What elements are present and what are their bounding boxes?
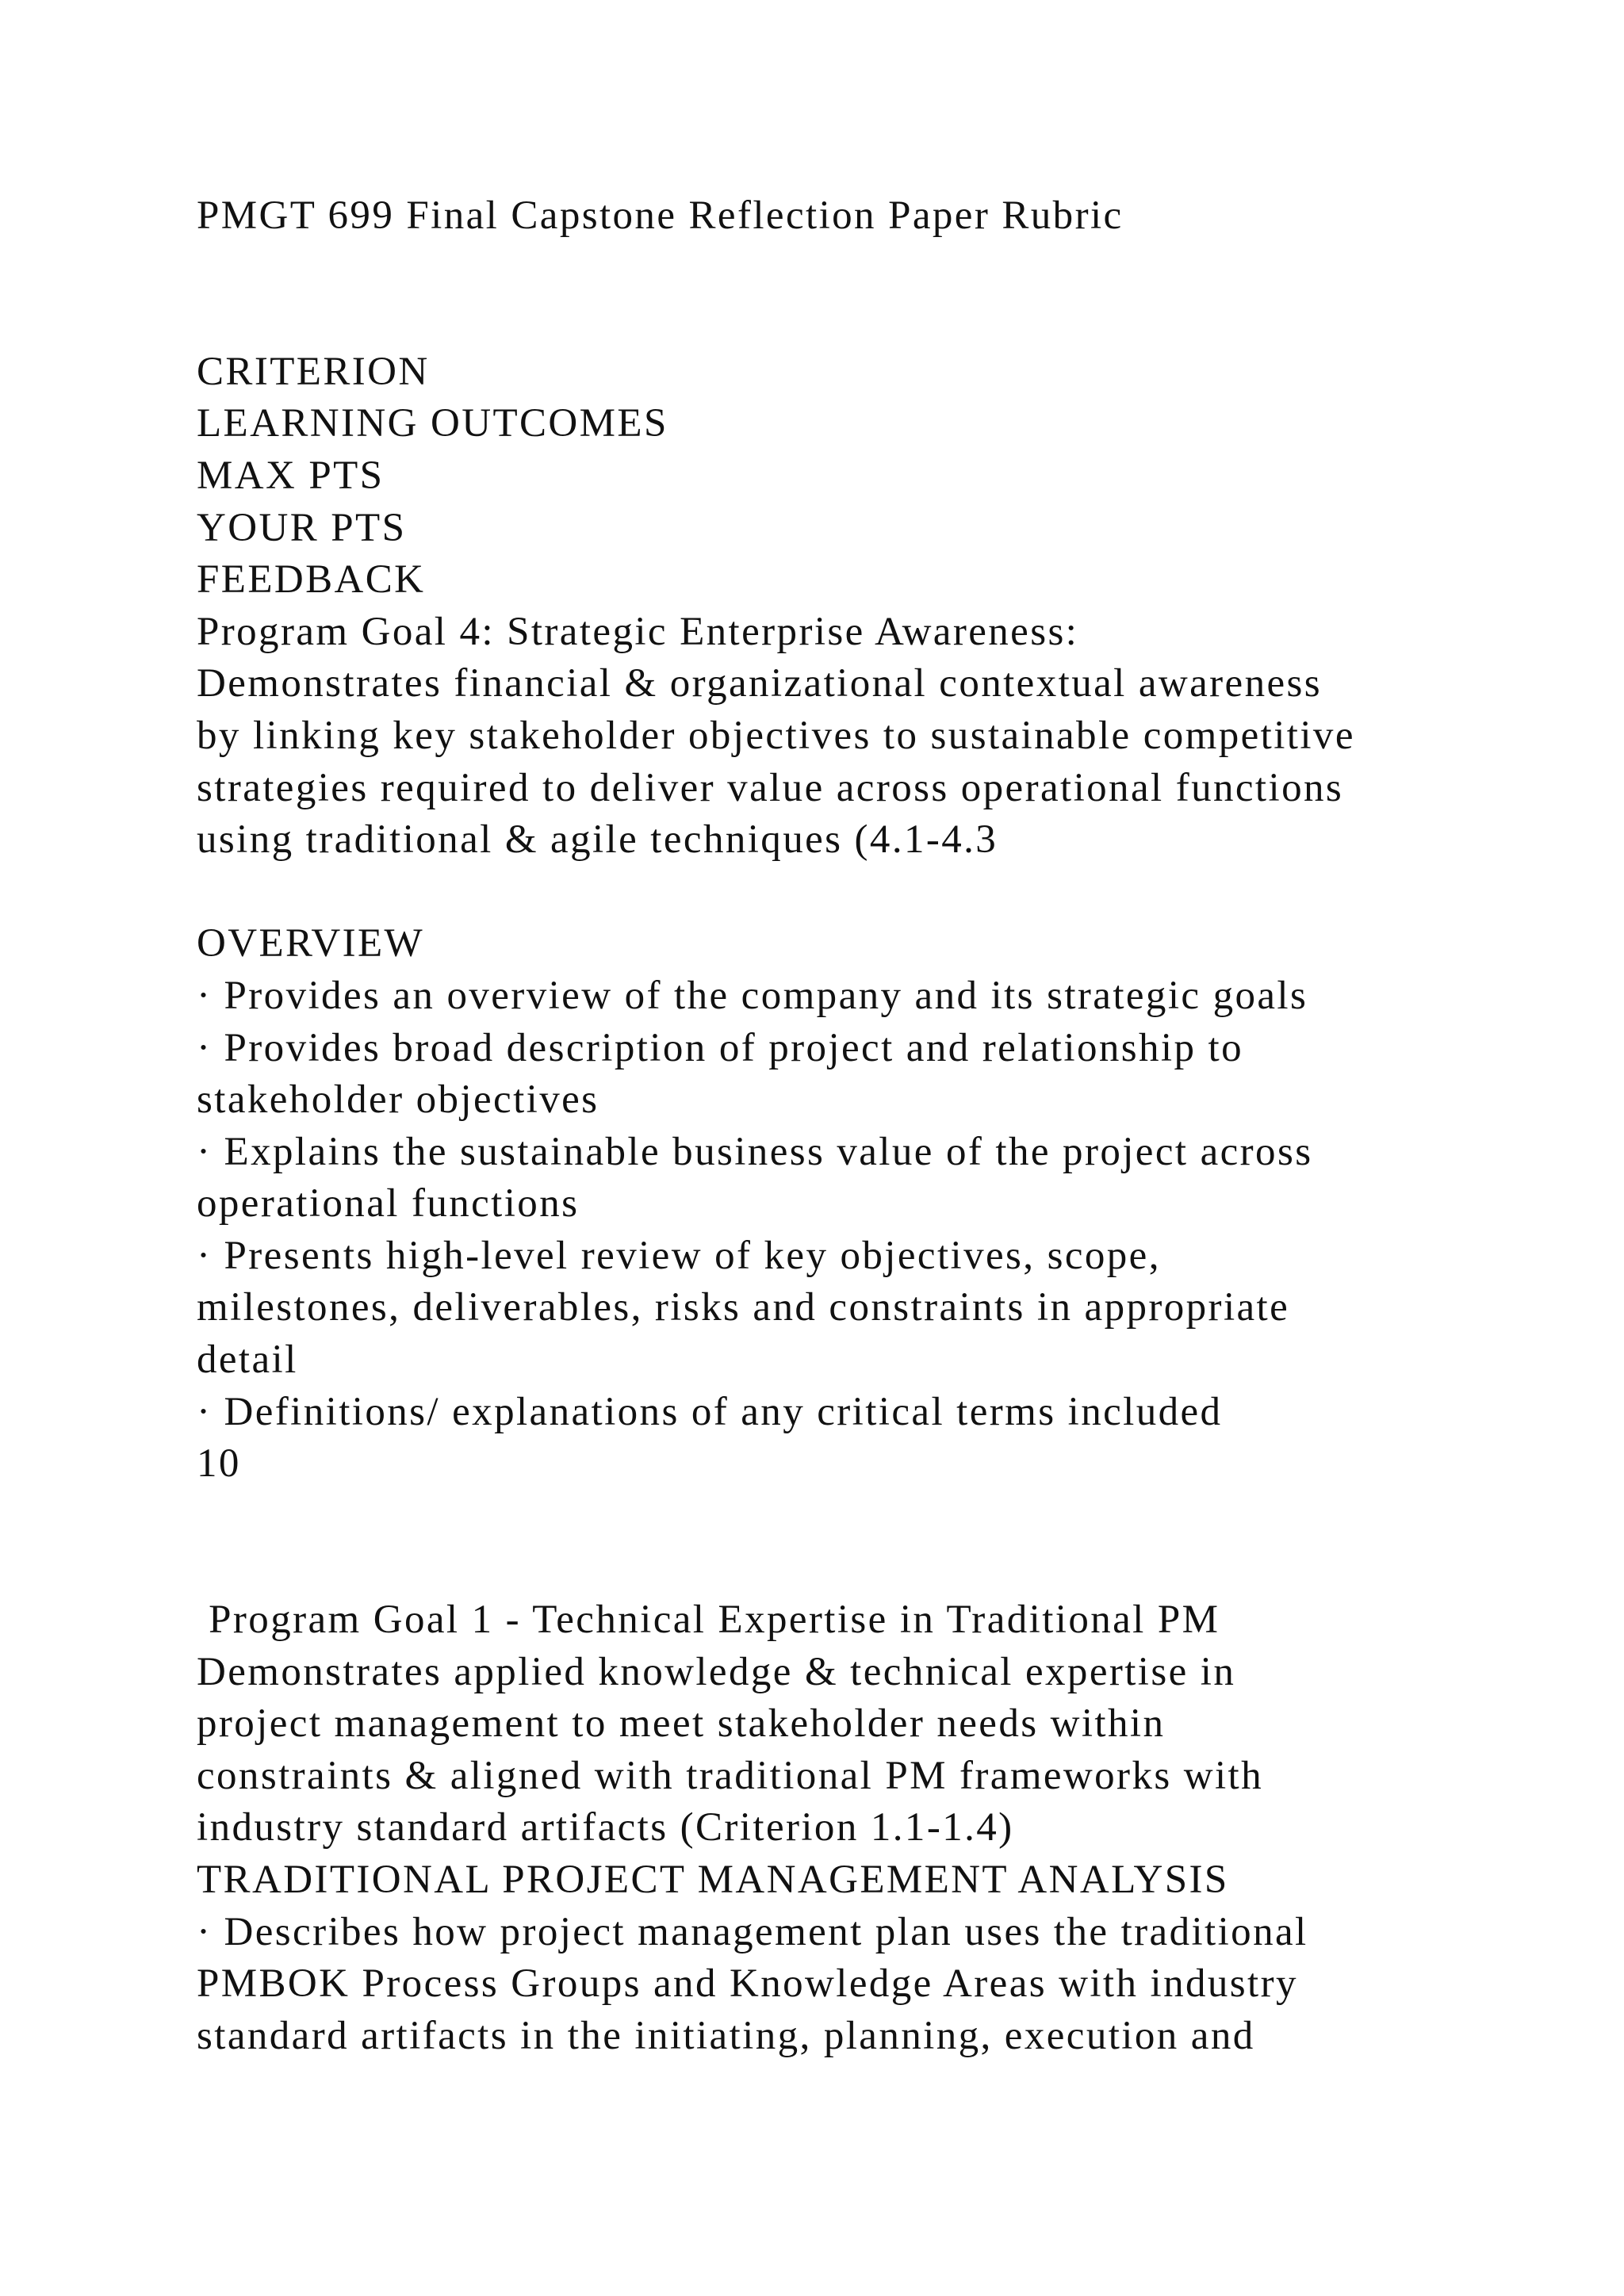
document-title: PMGT 699 Final Capstone Reflection Paper Rubric [197,193,1124,238]
goal1-description-line: industry standard artifacts (Criterion 1.1-1.4) [197,1805,1014,1850]
header-learning-outcomes: LEARNING OUTCOMES [197,401,668,446]
overview-bullet-line: · Provides broad description of project and relationship to [197,1025,1243,1070]
goal4-heading: Program Goal 4: Strategic Enterprise Awareness: [197,609,1079,654]
overview-bullet-line: detail [197,1337,298,1383]
traditional-analysis-heading: TRADITIONAL PROJECT MANAGEMENT ANALYSIS [197,1858,1229,1902]
traditional-analysis-bullet-line: PMBOK Process Groups and Knowledge Areas with industry [197,1961,1298,2007]
overview-bullet-line: stakeholder objectives [197,1077,599,1123]
blank-line [197,867,1545,919]
goal1-heading: Program Goal 1 - Technical Expertise in Traditional PM [197,1598,1220,1643]
blank-line [197,1490,1545,1543]
blank-line [197,243,1545,295]
blank-line [197,294,1545,346]
blank-line [197,1542,1545,1594]
header-feedback: FEEDBACK [197,557,426,603]
overview-bullet-line: milestones, deliverables, risks and constraints in appropriate [197,1285,1290,1330]
traditional-analysis-bullet-line: standard artifacts in the initiating, planning, execution and [197,2013,1255,2058]
traditional-analysis-bullet-line: · Describes how project management plan uses the traditional [197,1909,1308,1954]
overview-bullet-line: operational functions [197,1181,580,1226]
goal4-description-line: strategies required to deliver value across operational functions [197,765,1344,810]
goal1-description-line: project management to meet stakeholder needs within [197,1701,1166,1747]
overview-bullet-line: · Presents high-level review of key objectives, scope, [197,1233,1161,1278]
overview-heading: OVERVIEW [197,921,425,966]
goal4-description-line: using traditional & agile techniques (4.1-4.3 [197,817,998,863]
header-criterion: CRITERION [197,349,430,394]
goal1-description-line: constraints & aligned with traditional PM frameworks with [197,1753,1264,1798]
overview-bullet-line: · Definitions/ explanations of any critical terms included [197,1389,1223,1434]
document-body [197,190,1545,2062]
overview-max-pts: 10 [197,1441,241,1487]
goal1-description-line: Demonstrates applied knowledge & technical expertise in [197,1649,1236,1694]
header-max-pts: MAX PTS [197,453,385,498]
goal4-description-line: by linking key stakeholder objectives to sustainable competitive [197,713,1355,758]
goal4-description-line: Demonstrates financial & organizational contextual awareness [197,661,1322,706]
header-your-pts: YOUR PTS [197,505,407,550]
overview-bullet-line: · Provides an overview of the company and its strategic goals [197,973,1308,1018]
overview-bullet-line: · Explains the sustainable business value of the project across [197,1129,1313,1174]
